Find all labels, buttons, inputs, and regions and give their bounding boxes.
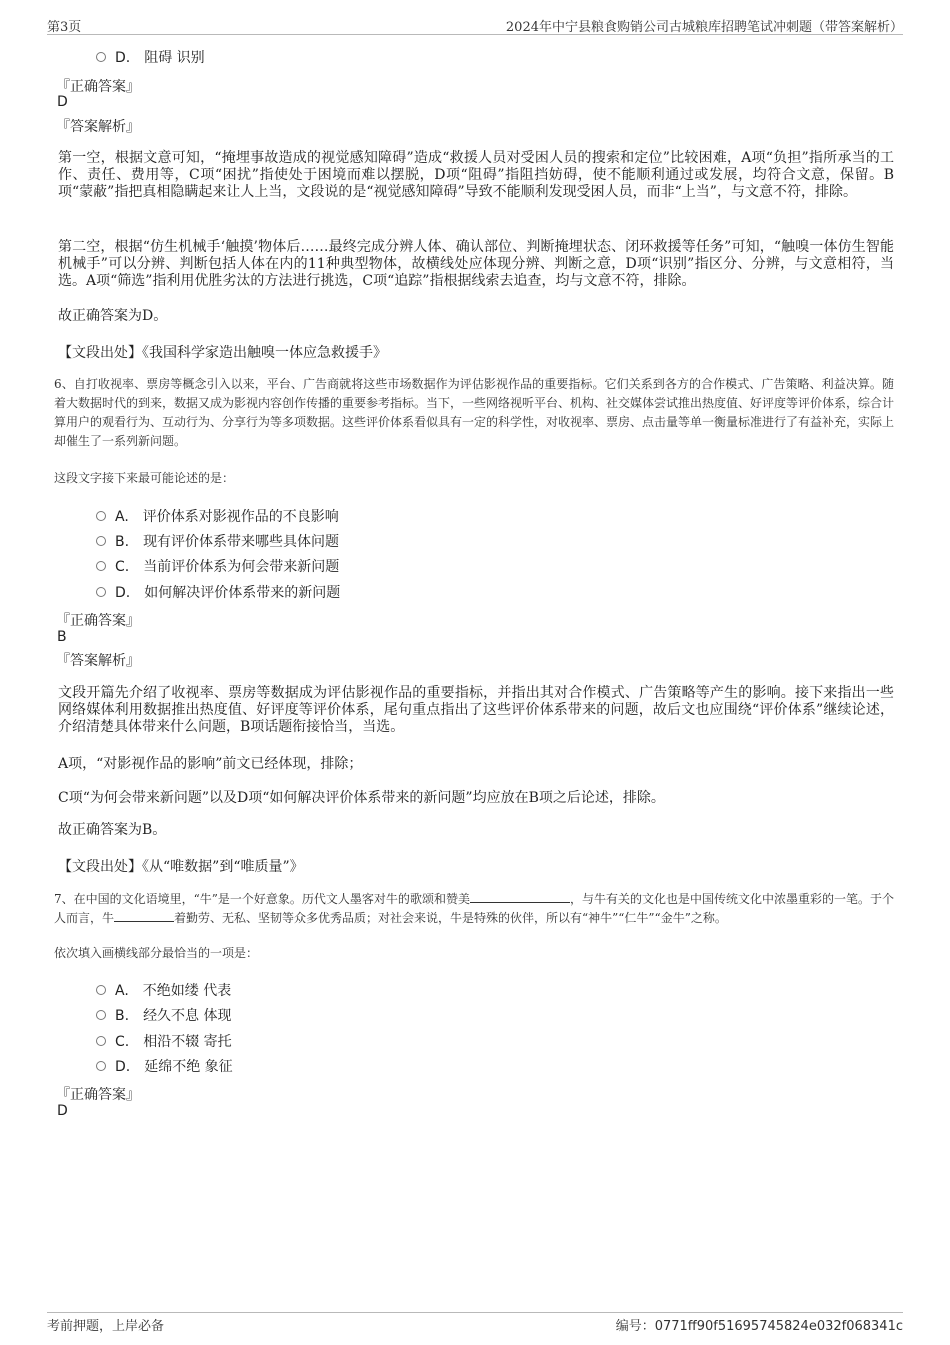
q7-option-b[interactable]: B. 经久不息 体现 [96, 1005, 232, 1025]
q6-analysis-paragraph: C项“为何会带来新问题”以及D项“如何解决评价体系带来的新问题”均应放在B项之后论述，排除。 [58, 790, 665, 806]
q6-conclusion: 故正确答案为B。 [58, 822, 167, 838]
radio-icon[interactable] [96, 561, 106, 571]
q6-answer-label: 『正确答案』 [56, 613, 140, 629]
page-header [47, 14, 903, 35]
q7-option-c[interactable]: C. 相沿不辍 寄托 [96, 1031, 232, 1051]
q7-answer: D [57, 1103, 68, 1119]
q5-analysis-paragraph: 第二空，根据“仿生机械手‘触摸’物体后……最终完成分辨人体、确认部位、判断掩埋状态、闭环救援等任务”可知，“触嗅一体仿生智能机械手”可以分辨、判断包括人体在内的11种典型物体，故横线处应体现分辨、判断之意，D项“识别”指区分、分辨，与文意相符，当选。A项“筛选”指利用优胜劣汰的方法进行挑选，C项“追踪”指根据线索去追查，均与文意不符，排除。 [58, 239, 894, 289]
q6-analysis-paragraph: A项，“对影视作品的影响”前文已经体现，排除； [58, 756, 363, 772]
radio-icon[interactable] [96, 1010, 106, 1020]
q7-prompt: 依次填入画横线部分最恰当的一项是： [54, 946, 259, 960]
q6-analysis-label: 『答案解析』 [56, 653, 140, 669]
radio-icon[interactable] [96, 52, 106, 62]
radio-icon[interactable] [96, 511, 106, 521]
footer-slogan: 考前押题，上岸必备 [47, 1319, 165, 1334]
q7-option-a[interactable]: A. 不绝如缕 代表 [96, 980, 231, 1000]
q6-option-b[interactable]: B. 现有评价体系带来哪些具体问题 [96, 531, 339, 551]
radio-icon[interactable] [96, 1036, 106, 1046]
q6-prompt: 这段文字接下来最可能论述的是： [54, 471, 235, 485]
radio-icon[interactable] [96, 985, 106, 995]
page-footer [47, 1312, 903, 1333]
page-number: 第3页 [47, 20, 82, 35]
q6-analysis-paragraph: 文段开篇先介绍了收视率、票房等数据成为评估影视作品的重要指标，并指出其对合作模式、广告策略等产生的影响。接下来指出一些网络媒体利用数据推出热度值、好评度等评价体系，尾句重点指出了这些评价体系带来的问题，故后文也应围绕“评价体系”继续论述，介绍清楚具体带来什么问题，B项话题衔接恰当，当选。 [58, 685, 894, 735]
document-title: 2024年中宁县粮食购销公司古城粮库招聘笔试冲刺题（带答案解析） [505, 20, 903, 35]
radio-icon[interactable] [96, 587, 106, 597]
q6-option-d[interactable]: D. 如何解决评价体系带来的新问题 [96, 582, 340, 602]
footer-serial: 编号：0771ff90f51695745824e032f068341c [615, 1319, 903, 1334]
q6-option-a[interactable]: A. 评价体系对影视作品的不良影响 [96, 506, 339, 526]
q6-stem: 6、自打收视率、票房等概念引入以来，平台、广告商就将这些市场数据作为评估影视作品的重要指标。它们关系到各方的合作模式、广告策略、利益决算。随着大数据时代的到来，数据又成为影视内容创作传播的重要参考指标。当下，一些网络视听平台、机构、社交媒体尝试推出热度值、好评度等评价体系，综合计算用户的观看行为、互动行为、分享行为等多项数据。这些评价体系看似具有一定的科学性，对收视率、票房、点击量等单一衡量标准进行了有益补充，实际上却催生了一系列新问题。 [54, 377, 895, 448]
q5-analysis-paragraph: 第一空，根据文意可知，“掩埋事故造成的视觉感知障碍”造成“救援人员对受困人员的搜索和定位”比较困难，A项“负担”指所承当的工作、责任、费用等，C项“困扰”指使处于困境而难以摆脱，D项“阻碍”指阻挡妨碍，使不能顺利通过或发展，均符合文意，保留。B项“蒙蔽”指把真相隐瞒起来让人上当，文段说的是“视觉感知障碍”导致不能顺利发现受困人员，而非“上当”，与文意不符，排除。 [58, 150, 894, 200]
radio-icon[interactable] [96, 1061, 106, 1071]
q6-answer: B [57, 629, 67, 645]
q6-option-c[interactable]: C. 当前评价体系为何会带来新问题 [96, 556, 339, 576]
q5-answer: D [57, 94, 68, 110]
q7-answer-label: 『正确答案』 [56, 1087, 140, 1103]
q5-option-d[interactable]: D. 阻碍 识别 [96, 47, 205, 67]
q5-conclusion: 故正确答案为D。 [58, 308, 168, 324]
fill-blank [470, 890, 570, 903]
q5-source: 【文段出处】《我国科学家造出触嗅一体应急救援手》 [58, 345, 387, 361]
q7-option-d[interactable]: D. 延绵不绝 象征 [96, 1056, 233, 1076]
q7-stem: 7、在中国的文化语境里，“牛”是一个好意象。历代文人墨客对牛的歌颂和赞美 ，与牛有关的文化也是中国传统文化中浓墨重彩的一笔。于个人而言，牛 着勤劳、无私、坚韧等众多优秀品质；对社会来说，牛是特殊的伙伴，所以有“神牛”“仁牛”“金牛”之称。 [54, 892, 894, 925]
fill-blank [114, 909, 174, 922]
q5-analysis-label: 『答案解析』 [56, 119, 140, 135]
q5-answer-label: 『正确答案』 [56, 79, 140, 95]
q6-source: 【文段出处】《从“唯数据”到“唯质量”》 [58, 859, 304, 875]
radio-icon[interactable] [96, 536, 106, 546]
